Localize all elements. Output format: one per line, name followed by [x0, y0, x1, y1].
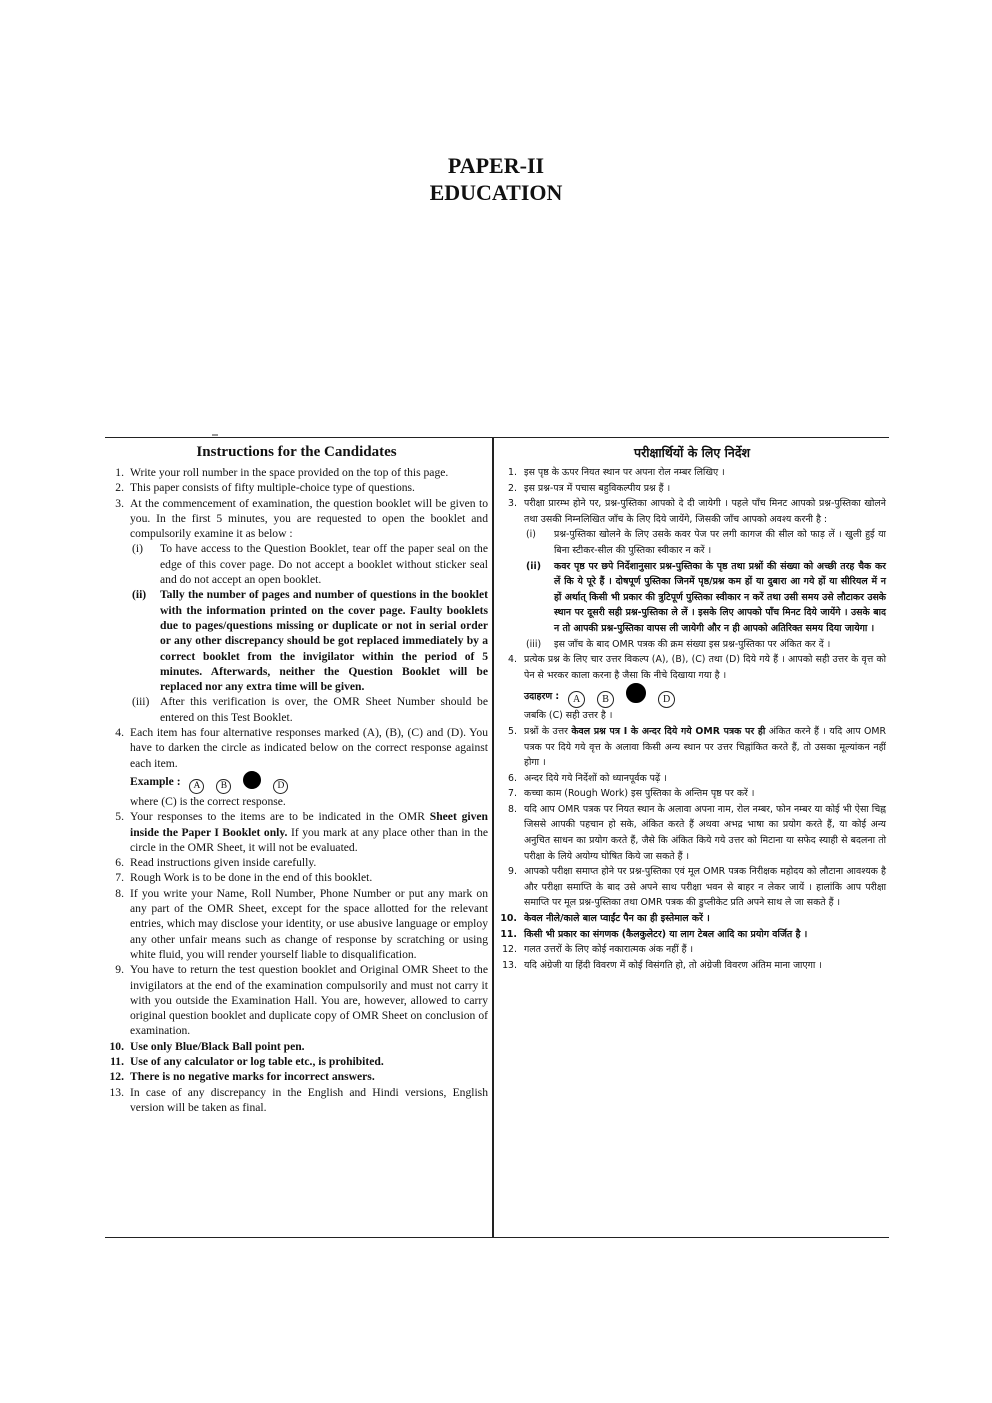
hindi-list [498, 465, 886, 973]
list-item [105, 694, 488, 725]
sub-item: (i) प्रश्न-पुस्तिका खोलने के लिए उसके कवर पेज पर लगी कागज की सील को फाड़ लें । खुली हुई या बिना स्टीकर-सील की पुस्तिका स्वीकार न करें । [526, 529, 886, 556]
sub-item: (i) To have access to the Question Booklet, tear off the paper seal on the edge of this cover page. Do not accept a booklet without sticker seal and do not accept an open booklet. [132, 542, 488, 587]
example-row [105, 771, 488, 809]
english-instructions [105, 444, 488, 1115]
list-item [498, 559, 886, 637]
list-item: 6. Read instructions given inside carefully. [115, 856, 317, 870]
example-label: उदाहरण : [524, 691, 560, 703]
hindi-heading: परीक्षार्थियों के लिए निर्देश [634, 445, 750, 460]
english-list [105, 465, 488, 1115]
list-item [105, 587, 488, 694]
sub-item: (iii) After this verification is over, the OMR Sheet Number should be entered on this Test Booklet. [132, 695, 488, 724]
paper-number: PAPER-II [447, 153, 545, 178]
list-item: 13. In case of any discrepancy in the English and Hindi versions, English version will be taken as final. [109, 1085, 488, 1114]
list-item: 3. At the commencement of examination, the question booklet will be given to you. In the first 5 minutes, you are requested to open the booklet and compulsorily examine it as below : [115, 496, 488, 541]
example-row [498, 683, 886, 724]
option-bubble-a: A [189, 779, 204, 794]
sub-item: (ii) Tally the number of pages and number of questions in the booklet with the information printed on the cover page. Faulty booklets due to pages/questions missing or duplicate or not in serial order or any other discrepancy should be got replaced immediately by a correct booklet from the invigilator within the period of 5 minutes. Afterwards, neither the Question Booklet will be replaced nor any extra time will be given. [132, 588, 488, 694]
list-item: 2. इस प्रश्न-पत्र में पचास बहुविकल्पीय प्रश्न हैं । [508, 482, 671, 494]
list-item: 6. अन्दर दिये गये निर्देशों को ध्यानपूर्वक पढ़ें । [508, 772, 667, 784]
english-heading: Instructions for the Candidates [196, 444, 397, 460]
example-note: जबकि (C) सही उत्तर है । [524, 710, 613, 722]
stray-mark [212, 434, 218, 436]
column-divider [492, 438, 494, 1237]
list-item: 3. परीक्षा प्रारम्भ होने पर, प्रश्न-पुस्तिका आपको दे दी जायेगी । पहले पाँच मिनट आपको प्रश्न-पुस्तिका खोलने तथा उसकी निम्नलिखित जाँच के लिए दिये जायेंगे, जिसकी जाँच आपको अवश्य करनी है : [508, 498, 886, 525]
list-item: 5. Your responses to the items are to be indicated in the OMR Sheet given inside the Paper I Booklet only. If you mark at any place other than in the circle in the OMR Sheet, it will not be evaluated. [115, 810, 489, 854]
list-item: 4. Each item has four alternative responses marked (A), (B), (C) and (D). You have to darken the circle as indicated below on the correct response against each item. [115, 726, 488, 770]
option-bubble-b: B [597, 691, 614, 708]
option-bubble-a: A [568, 691, 585, 708]
sub-item: (iii) इस जाँच के बाद OMR पत्रक की क्रम संख्या इस प्रश्न-पुस्तिका पर अंकित कर दें । [526, 638, 831, 650]
list-item [498, 527, 886, 558]
sub-item: (ii) कवर पृष्ठ पर छपे निर्देशानुसार प्रश्न-पुस्तिका के पृष्ठ तथा प्रश्नों की संख्या को अच्छी तरह चैक कर लें कि ये पूरे हैं । दोषपूर्ण पुस्तिका जिनमें पृष्ठ/प्रश्न कम हों या दुबारा आ गये हों या सीरियल में न हों अर्थात् किसी भी प्रकार की त्रुटिपूर्ण पुस्तिका स्वीकार न करें तथा उसी समय उसे लौटाकर उसके स्थान पर दूसरी सही प्रश्न-पुस्तिका ले लें । इसके लिए आपको पाँच मिनट दिये जायेंगे । उसके बाद न तो आपकी प्रश्न-पुस्तिका वापस ली जायेगी और न ही आपको अतिरिक्त समय दिया जायेगा । [526, 560, 886, 634]
list-item: 8. If you write your Name, Roll Number, Phone Number or put any mark on any part of the OMR Sheet, except for the space allotted for the relevant entries, which may disclose your identity, or use abusive language or employ any other unfair means such as change of response by scratching or using white fluid, you will render yourself liable to disqualification. [115, 886, 488, 961]
list-item: 10. केवल नीले/काले बाल प्वाईंट पैन का ही इस्तेमाल करें । [500, 913, 710, 925]
list-item: 13. यदि अंग्रेजी या हिंदी विवरण में कोई विसंगति हो, तो अंग्रेजी विवरण अंतिम माना जाएगा । [502, 959, 822, 971]
option-bubble-d: D [273, 779, 288, 794]
example-label: Example : [130, 774, 181, 788]
list-item: 1. Write your roll number in the space provided on the top of this page. [115, 466, 449, 479]
list-item: 5. प्रश्नों के उत्तर केवल प्रश्न पत्र I के अन्दर दिये गये OMR पत्रक पर ही अंकित करने हैं । यदि आप OMR पत्रक पर दिये गये वृत्त के अलावा किसी अन्य स्थान पर उत्तर चिह्नांकित करते हैं, तो उसका मूल्यांकन नहीं होगा । [508, 725, 886, 769]
subject-name: EDUCATION [429, 180, 563, 205]
list-item: 12. गलत उत्तरों के लिए कोई नकारात्मक अंक नहीं हैं । [502, 944, 694, 956]
list-item [498, 637, 886, 653]
hindi-instructions [498, 444, 886, 973]
list-item [105, 541, 488, 587]
list-item: 1. इस पृष्ठ के ऊपर नियत स्थान पर अपना रोल नम्बर लिखिए । [508, 467, 725, 478]
list-item: 4. प्रत्येक प्रश्न के लिए चार उत्तर विकल्प (A), (B), (C) तथा (D) दिये गये हैं । आपको सही उत्तर के वृत्त को पेन से भरकर काला करना है जैसा कि नीचे दिखाया गया है । [508, 654, 886, 681]
option-bubble-b: B [216, 779, 231, 794]
instructions-box [105, 437, 889, 1238]
list-item: 8. यदि आप OMR पत्रक पर नियत स्थान के अलावा अपना नाम, रोल नम्बर, फोन नम्बर या कोई भी ऐसा चिह्न जिससे आपकी पहचान हो सके, अंकित करते हैं अथवा अभद्र भाषा का प्रयोग करते हैं, या कोई अन्य अनुचित साधन का प्रयोग करते हैं, जैसे कि अंकित किये गये उत्तर को मिटाना या सफेद स्याही से बदलना तो परीक्षा के लिये अयोग्य घोषित किये जा सकते हैं । [508, 803, 886, 862]
option-bubble-filled [243, 771, 261, 789]
option-bubble-filled [626, 683, 646, 703]
list-item: 11. Use of any calculator or log table etc., is prohibited. [110, 1054, 384, 1068]
option-bubble-d: D [658, 691, 675, 708]
list-item: 9. You have to return the test question booklet and Original OMR Sheet to the invigilators at the end of the examination compulsorily and must not carry it with you outside the Examination Hall. You are, however, allowed to carry original question booklet and duplicate copy of OMR Sheet on conclusion of examination. [115, 963, 488, 1038]
list-item: 9. आपको परीक्षा समाप्त होने पर प्रश्न-पुस्तिका एवं मूल OMR पत्रक निरीक्षक महोदय को लौटाना आवश्यक है और परीक्षा समाप्ति के बाद उसे अपने साथ परीक्षा भवन से बाहर न लेकर जायें । हालांकि आप परीक्षा समाप्ति पर मूल प्रश्न-पुस्तिका तथा OMR पत्रक की डुप्लीकेट प्रति अपने साथ ले जा सकते हैं । [508, 866, 886, 909]
list-item: 2. This paper consists of fifty multiple-choice type of questions. [115, 481, 415, 495]
example-note: where (C) is the correct response. [130, 794, 286, 808]
list-item: 11. किसी भी प्रकार का संगणक (कैलकुलेटर) या लाग टेबल आदि का प्रयोग वर्जित है । [500, 928, 808, 940]
list-item: 7. Rough Work is to be done in the end of this booklet. [115, 871, 373, 885]
list-item: 12. There is no negative marks for incorrect answers. [109, 1070, 375, 1084]
paper-title [0, 152, 992, 206]
list-item: 10. Use only Blue/Black Ball point pen. [109, 1039, 305, 1053]
list-item: 7. कच्चा काम (Rough Work) इस पुस्तिका के अन्तिम पृष्ठ पर करें । [508, 788, 755, 800]
